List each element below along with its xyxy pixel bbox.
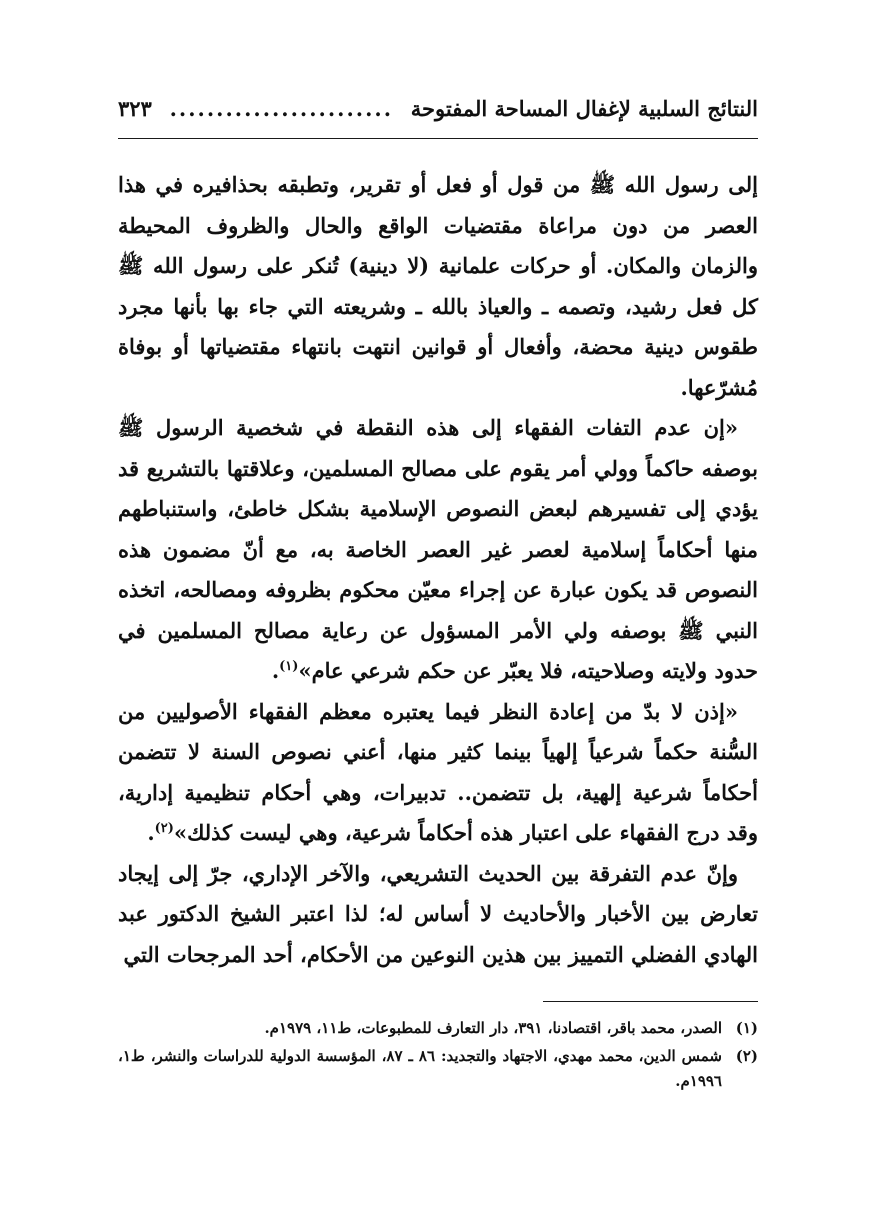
footnotes [118,1016,758,1094]
paragraph-2-quote [118,408,758,692]
paragraph-3-quote [118,692,758,854]
footnote-ref-1: (١) [279,659,299,674]
footnote-separator [543,1001,758,1002]
paragraph-4: وإنّ عدم التفرقة بين الحديث التشريعي، والآخر الإداري، جرّ إلى إيجاد تعارض بين الأخبار والأحاديث لا أساس له؛ لذا اعتبر الشيخ الدكتور عبد الهادي الفضلي التمييز بين هذين النوعين من الأحكام، أحد المرجحات التي [118,860,758,967]
paragraph-2-period: . [271,658,280,683]
paragraph-3-period: . [147,820,155,845]
footnote-2-text: شمس الدين، محمد مهدي، الاجتهاد والتجديد: ٨٦ ـ ٨٧، المؤسسة الدولية للدراسات والنشر، ط١، ١٩٩٦م. [118,1047,723,1090]
footnote-2 [118,1044,758,1094]
body-text [118,165,758,975]
footnote-2-marker: (٢) [735,1047,758,1065]
paragraph-2-text: «إن عدم التفات الفقهاء إلى هذه النقطة في شخصية الرسول ﷺ بوصفه حاكماً وولي أمر يقوم على مصالح المسلمين، وعلاقتها بالتشريع قد يؤدي إلى تفسيرهم لبعض النصوص الإسلامية بشكل خاطئ، واستنباطهم منها أحكاماً إسلامية لعصر غير العصر الخاصة به، مع أنّ مضمون هذه النصوص قد يكون عبارة عن إجراء معيّن محكوم بظروفه ومصالحه، اتخذه النبي ﷺ بوصفه ولي الأمر المسؤول عن رعاية مصالح المسلمين في حدود ولايته وصلاحيته، فلا يعبّر عن حكم شرعي عام» [118,415,758,683]
book-page [118,96,758,1097]
running-header [118,96,758,139]
header-title: النتائج السلبية لإغفال المساحة المفتوحة [410,96,758,121]
footnote-ref-2: (٢) [154,821,174,836]
footnote-1-text: الصدر، محمد باقر، اقتصادنا، ٣٩١، دار التعارف للمطبوعات، ط١١، ١٩٧٩م. [264,1019,722,1037]
footnote-1-marker: (١) [735,1019,758,1037]
page-number: ٣٢٣ [118,96,152,121]
header-leader-dots: ........................ [169,96,394,121]
paragraph-1: إلى رسول الله ﷺ من قول أو فعل أو تقرير، وتطبقه بحذافيره في هذا العصر من دون مراعاة مقتضيات الواقع والحال والظروف المحيطة والزمان والمكان. أو حركات علمانية (لا دينية) تُنكر على رسول الله ﷺ كل فعل رشيد، وتصمه ـ والعياذ بالله ـ وشريعته التي جاء بها بأنها مجرد طقوس دينية محضة، وأفعال أو قوانين انتهت بانتهاء مقتضياتها أو بوفاة مُشرّعها. [118,172,758,400]
paragraph-3-text: «إذن لا بدّ من إعادة النظر فيما يعتبره معظم الفقهاء الأصوليين من السُّنة حكماً شرعياً إلهياً بينما كثير منها، أعني نصوص السنة لا تتضمن أحكاماً شرعية إلهية، بل تتضمن.. تدبيرات، وهي أحكام تنظيمية إدارية، وقد درج الفقهاء على اعتبار هذه أحكاماً شرعية، وهي ليست كذلك» [118,698,758,845]
footnote-1 [118,1016,758,1041]
